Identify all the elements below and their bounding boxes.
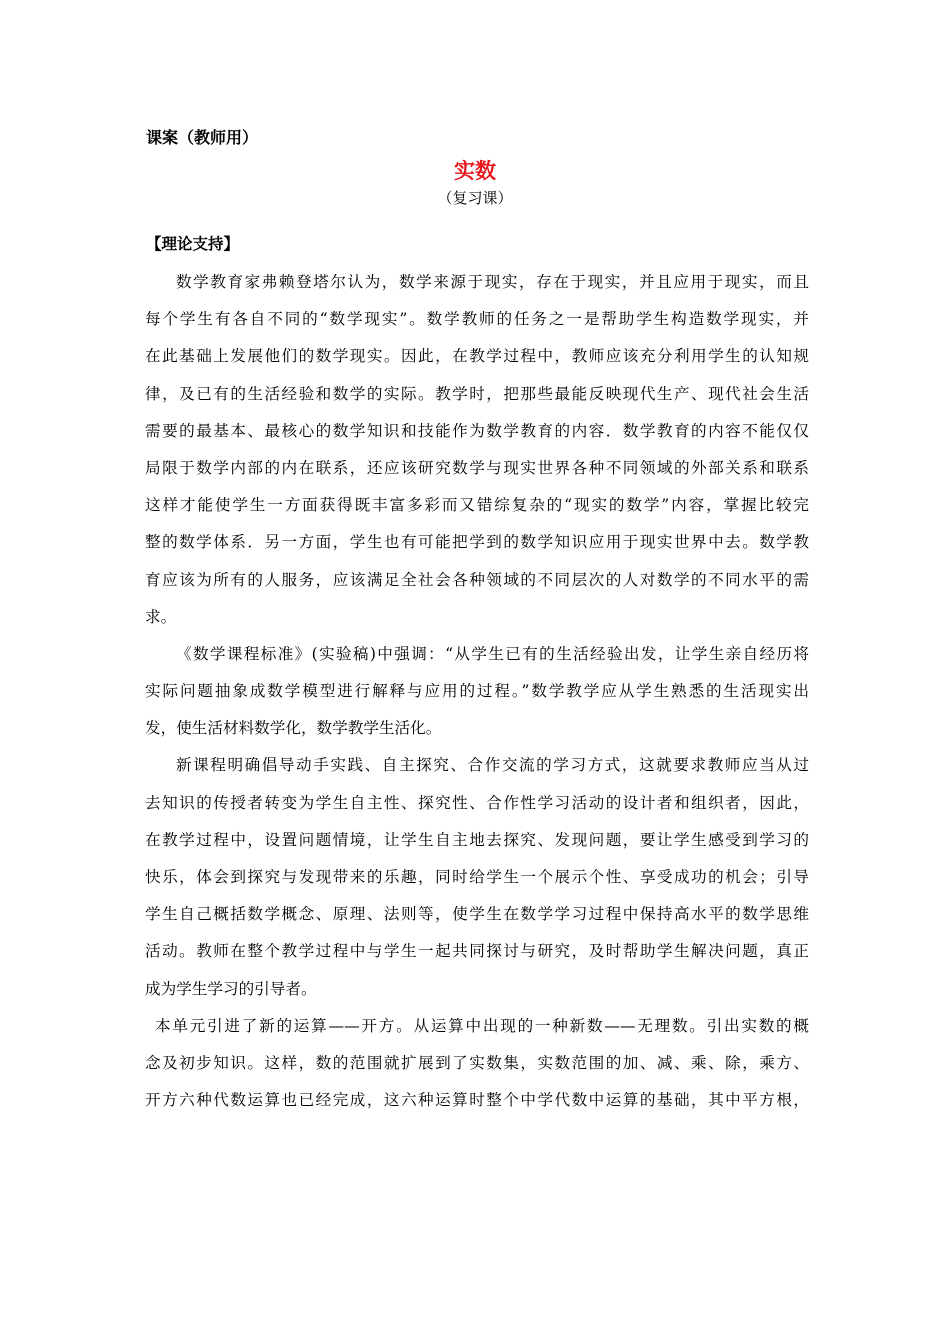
text-line: 成为学生学习的引导者。 — [145, 979, 317, 998]
text-line: 开方六种代数运算也已经完成，这六种运算时整个中学代数中运算的基础，其中平方根， — [145, 1091, 809, 1110]
page-subtitle: （复习课） — [437, 189, 513, 207]
text-line: 发，使生活材料数学化，数学教学生活化。 — [145, 719, 442, 738]
text-line: 求。 — [145, 607, 177, 626]
text-line: 局限于数学内部的内在联系，还应该研究数学与现实世界各种不同领域的外部关系和联系 — [145, 458, 809, 477]
text-line: 数学教育家弗赖登塔尔认为，数学来源于现实，存在于现实，并且应用于现实，而且 — [176, 273, 809, 291]
text-line: 育应该为所有的人服务，应该满足全社会各种领域的不同层次的人对数学的不同水平的需 — [145, 570, 809, 589]
text-line: 《数学课程标准》(实验稿)中强调：“从学生已有的生活经验出发，让学生亲自经历将 — [176, 644, 809, 663]
section-heading: 【理论支持】 — [146, 235, 240, 253]
text-line: 本单元引进了新的运算——开方。从运算中出现的一种新数——无理数。引出实数的概 — [155, 1016, 809, 1035]
text-line: 学生自己概括数学概念、原理、法则等，使学生在数学学习过程中保持高水平的数学思维 — [145, 905, 809, 924]
document-label: 课案（教师用） — [146, 128, 259, 147]
text-line: 在教学过程中，设置问题情境，让学生自主地去探究、发现问题，要让学生感受到学习的 — [145, 830, 809, 849]
text-line: 念及初步知识。这样，数的范围就扩展到了实数集，实数范围的加、减、乘、除，乘方、 — [145, 1053, 809, 1072]
body-text — [145, 264, 809, 1119]
text-line: 新课程明确倡导动手实践、自主探究、合作交流的学习方式，这就要求教师应当从过 — [176, 756, 809, 775]
text-line: 这样才能使学生一方面获得既丰富多彩而又错综复杂的“现实的数学”内容，掌握比较完 — [145, 496, 809, 515]
text-line: 在此基础上发展他们的数学现实。因此，在教学过程中，教师应该充分利用学生的认知规 — [145, 347, 809, 366]
text-line: 需要的最基本、最核心的数学知识和技能作为数学教育的内容．数学教育的内容不能仅仅 — [145, 421, 809, 440]
text-line: 去知识的传授者转变为学生自主性、探究性、合作性学习活动的设计者和组织者，因此， — [145, 793, 809, 812]
text-line: 律，及已有的生活经验和数学的实际。教学时，把那些最能反映现代生产、现代社会生活 — [145, 384, 809, 403]
text-line: 活动。教师在整个教学过程中与学生一起共同探讨与研究，及时帮助学生解决问题，真正 — [145, 942, 809, 961]
text-line: 快乐，体会到探究与发现带来的乐趣，同时给学生一个展示个性、享受成功的机会；引导 — [145, 868, 809, 886]
page-title: 实数 — [454, 159, 496, 183]
text-line: 实际问题抽象成数学模型进行解释与应用的过程。”数学教学应从学生熟悉的生活现实出 — [145, 682, 809, 701]
text-line: 整的数学体系．另一方面，学生也有可能把学到的数学知识应用于现实世界中去。数学教 — [145, 533, 809, 552]
text-line: 每个学生有各自不同的“数学现实”。数学教师的任务之一是帮助学生构造数学现实，并 — [145, 310, 809, 329]
